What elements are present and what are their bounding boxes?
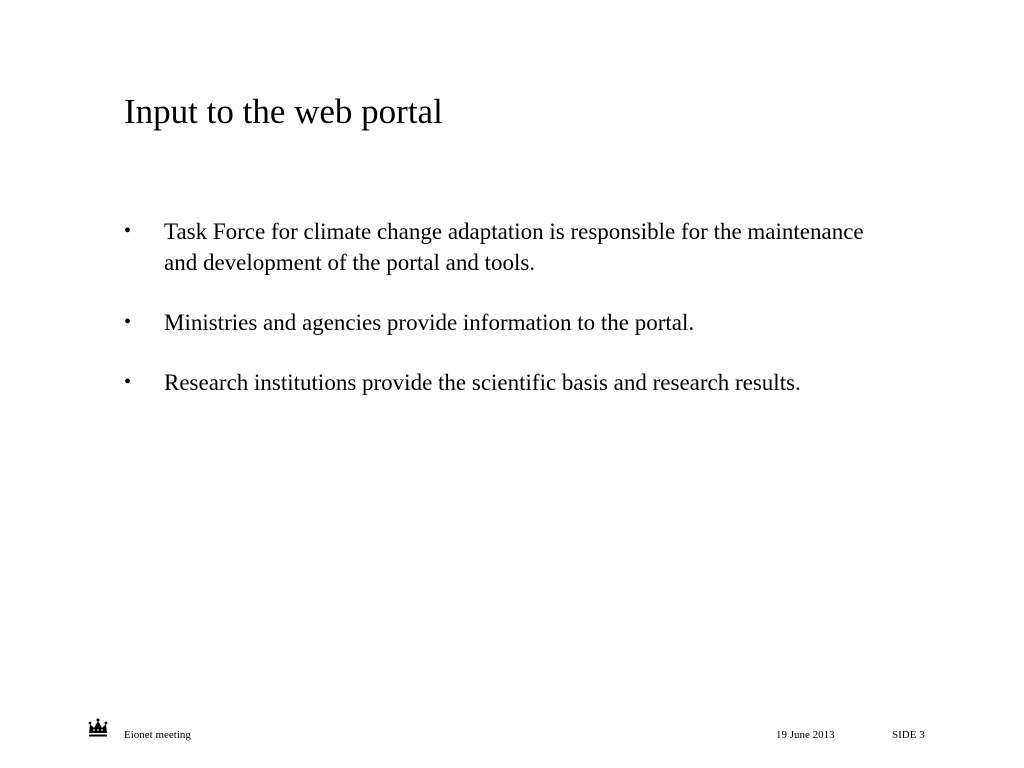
slide-title: Input to the web portal: [124, 92, 443, 131]
bullet-text: Task Force for climate change adaptation is responsible for the maintenance and development of the portal and tools.: [164, 219, 864, 275]
crown-icon: [86, 716, 110, 740]
bullet-text: Ministries and agencies provide information to the portal.: [164, 310, 695, 335]
footer-meeting-name: Eionet meeting: [124, 729, 191, 741]
bullet-marker: •: [124, 220, 132, 242]
bullet-text: Research institutions provide the scientific basis and research results.: [164, 370, 801, 395]
footer-page-number: SIDE 3: [892, 729, 925, 741]
bullet-item: [124, 216, 884, 278]
bullet-marker: •: [124, 371, 132, 393]
bullet-marker: •: [124, 311, 132, 333]
footer-date: 19 June 2013: [776, 729, 835, 741]
bullet-item: [124, 367, 884, 398]
slide-footer: [0, 716, 1024, 746]
bullet-list: [124, 216, 884, 427]
bullet-item: [124, 307, 884, 338]
